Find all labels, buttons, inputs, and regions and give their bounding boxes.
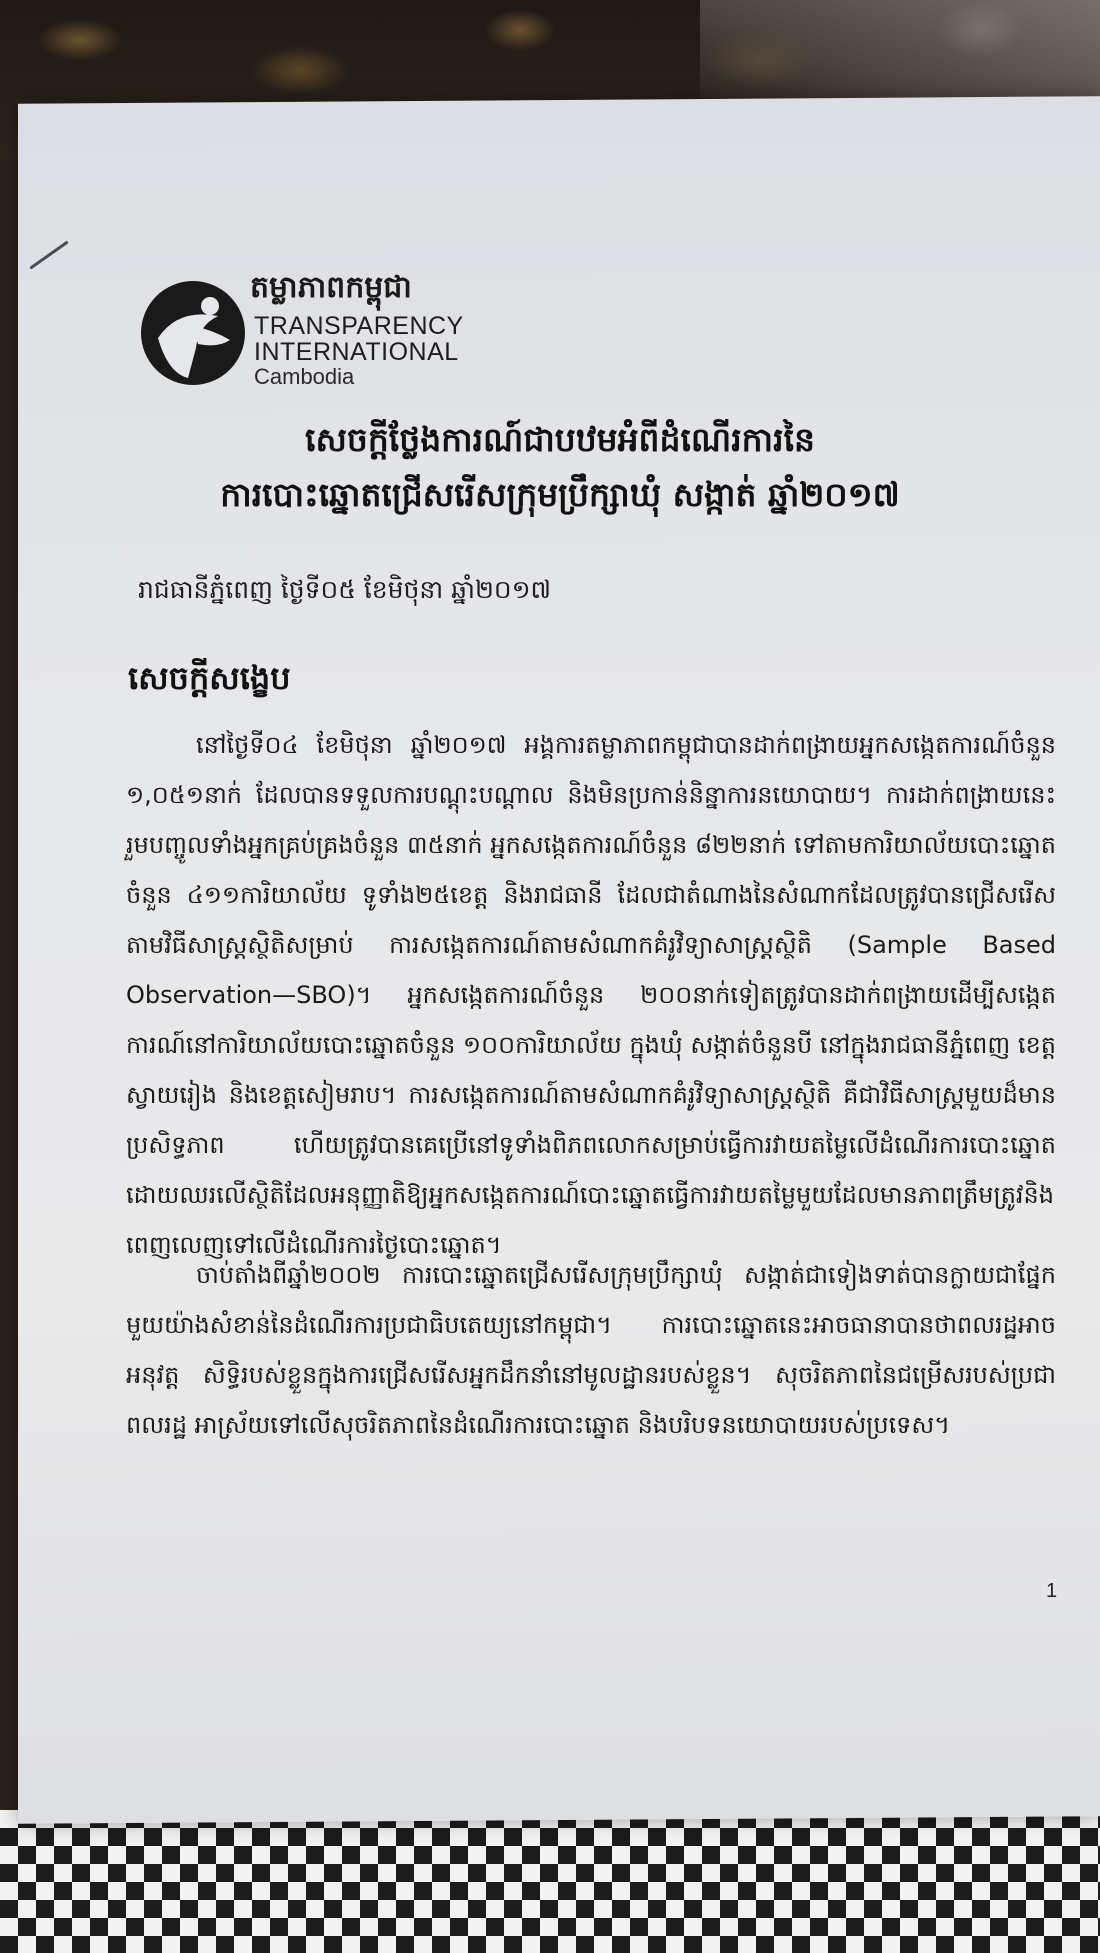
logo-khmer-name: តម្លាភាពកម្ពុជា [250,270,412,305]
background-checkered-fabric [0,1810,1100,1953]
logo-english-line3: Cambodia [254,364,355,389]
ti-logo-icon [138,278,248,388]
paragraph-2: ចាប់តាំងពីឆ្នាំ២០០២ ការបោះឆ្នោតជ្រើសរើសក្រុមប្រឹក្សាឃុំ សង្កាត់ជាទៀងទាត់បានក្លាយជាផ្នែកមួយយ៉ាងសំខាន់នៃដំណើរការប្រជាធិបតេយ្យនៅកម្ពុជា។ ការបោះឆ្នោតនេះអាចធានាបានថាពលរដ្ឋអាចអនុវត្ត សិទ្ធិរបស់ខ្លួនក្នុងការជ្រើសរើសអ្នកដឹកនាំនៅមូលដ្ឋានរបស់ខ្លួន។ សុចរិតភាពនៃជម្រើសរបស់ប្រជាពលរដ្ឋ អាស្រ័យទៅលើសុចរិតភាពនៃដំណើរការបោះឆ្នោត និងបរិបទនយោបាយរបស់ប្រទេស។ [126,1261,1056,1439]
document-title-line1: សេចក្តីថ្លែងការណ៍ជាបឋមអំពីដំណើរការនៃ [305,420,815,459]
date-line: រាជធានីភ្នំពេញ ថ្ងៃទី០៥ ខែមិថុនា ឆ្នាំ២០១៧ [138,575,552,604]
pen-mark [29,241,68,270]
logo-english-line2: INTERNATIONAL [254,338,459,366]
ti-cambodia-logo [138,268,464,389]
paragraph-1: នៅថ្ងៃទី០៤ ខែមិថុនា ឆ្នាំ២០១៧ អង្គការតម្លាភាពកម្ពុជាបានដាក់ពង្រាយអ្នកសង្កេតការណ៍ចំនួន ១,០៥១នាក់ ដែលបានទទួលការបណ្តុះបណ្តាល និងមិនប្រកាន់និន្នាការនយោបាយ។ ការដាក់ពង្រាយនេះរួមបញ្ចូលទាំងអ្នកគ្រប់គ្រងចំនួន ៣៥នាក់ អ្នកសង្កេតការណ៍ចំនួន ៨២២នាក់ ទៅតាមការិយាល័យបោះឆ្នោតចំនួន ៤១១ការិយាល័យ ទូទាំង២៥ខេត្ត និងរាជធានី ដែលជាតំណាងនៃសំណាកដែលត្រូវបានជ្រើសរើសតាមវិធីសាស្ត្រស្ថិតិសម្រាប់ ការសង្កេតការណ៍តាមសំណាកគំរូវិទ្យាសាស្ត្រស្ថិតិ (Sample Based Observation—SBO)។ អ្នកសង្កេតការណ៍ចំនួន ២០០នាក់ទៀតត្រូវបានដាក់ពង្រាយដើម្បីសង្កេតការណ៍នៅការិយាល័យបោះឆ្នោតចំនួន ១០០ការិយាល័យ ក្នុងឃុំ សង្កាត់ចំនួនបី នៅក្នុងរាជធានីភ្នំពេញ ខេត្តស្វាយរៀង និងខេត្តសៀមរាប។ ការសង្កេតការណ៍តាមសំណាកគំរូវិទ្យាសាស្ត្រស្ថិតិ គឺជាវិធីសាស្ត្រមួយដ៏មានប្រសិទ្ធភាព ហើយត្រូវបានគេប្រើនៅទូទាំងពិភពលោកសម្រាប់ធ្វើការវាយតម្លៃលើដំណើរការបោះឆ្នោតដោយឈរលើស្ថិតិដែលអនុញ្ញាតិឱ្យអ្នកសង្កេតការណ៍បោះឆ្នោតធ្វើការវាយតម្លៃមួយដែលមានភាពត្រឹមត្រូវនិងពេញលេញទៅលើដំណើរការថ្ងៃបោះឆ្នោត។ [126,731,1056,1259]
page-number: 1 [1046,1580,1058,1602]
logo-english-line1: TRANSPARENCY [254,312,464,340]
section-heading: សេចក្តីសង្ខេប [128,659,291,697]
document-title-line2: ការបោះឆ្នោតជ្រើសរើសក្រុមប្រឹក្សាឃុំ សង្កាត់ ឆ្នាំ២០១៧ [220,475,900,514]
